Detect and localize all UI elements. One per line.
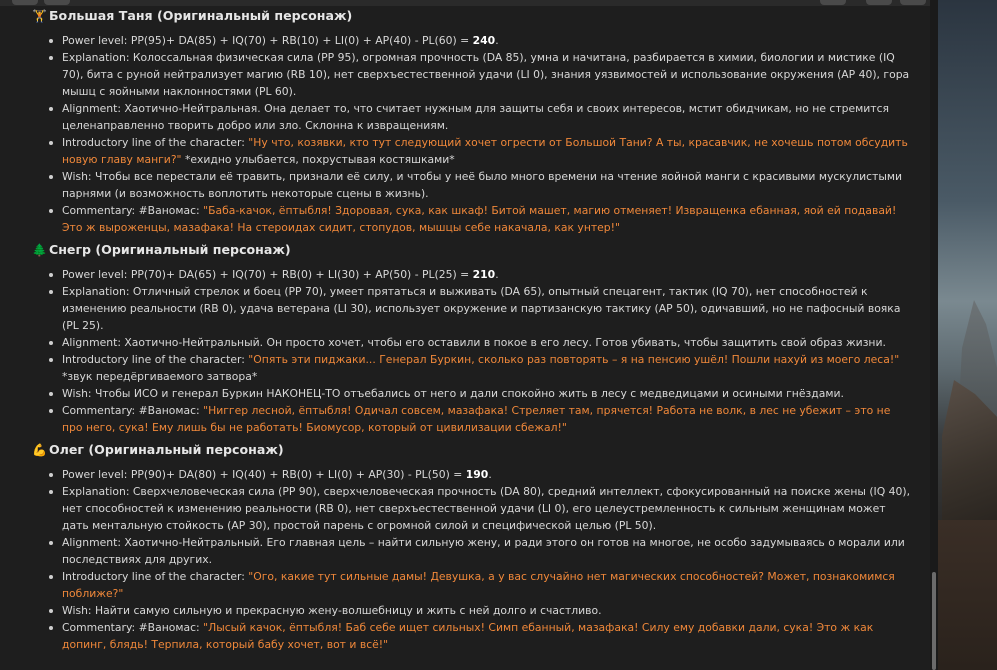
power-level: Power level: PP(95)+ DA(85) + IQ(70) + RB(10) + LI(0) + AP(40) - PL(60) = 240. <box>62 32 912 49</box>
power-level-total: 210 <box>472 268 496 281</box>
power-level-total: 190 <box>465 468 489 481</box>
scrollbar[interactable] <box>930 0 938 670</box>
weightlifter-icon: 🏋 <box>32 9 47 23</box>
character-title: 💪 Олег (Оригинальный персонаж) <box>32 442 284 457</box>
background-ground <box>938 520 997 670</box>
intro-line: Introductory line of the character: "Ого, какие тут сильные дамы! Девушка, а у вас случайно нет магических способностей? Может, познакомимся поближе?" <box>62 568 912 602</box>
tree-icon: 🌲 <box>32 243 47 257</box>
character-section <box>32 6 912 236</box>
alignment: Alignment: Хаотично-Нейтральный. Его главная цель – найти сильную жену, и ради этого он готов на многое, не особо задумываясь о морали или последствиях для других. <box>62 534 912 568</box>
character-title: 🏋 Большая Таня (Оригинальный персонаж) <box>32 8 353 23</box>
intro-action: *ехидно улыбается, похрустывая костяшками* <box>181 153 455 166</box>
power-level-total: 240 <box>472 34 496 47</box>
tab-stub[interactable] <box>820 0 846 5</box>
flexed-biceps-icon: 💪 <box>32 443 47 457</box>
character-props <box>32 32 912 236</box>
message-body <box>32 6 912 653</box>
explanation: Explanation: Отличный стрелок и боец (PP 70), умеет прятаться и выживать (DA 65), опытный спецагент, тактик (IQ 70), нет способностей к изменению реальности (RB 0), удача ветерана (LI 30), использует окружение и партизанскую тактику (AP 50), одичавший, но не пафосный вояка (PL 25). <box>62 283 912 334</box>
character-props <box>32 466 912 653</box>
tab-stub[interactable] <box>900 0 926 5</box>
power-level: Power level: PP(70)+ DA(65) + IQ(70) + RB(0) + LI(30) + AP(50) - PL(25) = 210. <box>62 266 912 283</box>
commentary: Commentary: #Ваномас: "Ниггер лесной, ёптыбля! Одичал совсем, мазафака! Стреляет там, прячется! Работа не волк, в лес не убежит – это не про него, сука! Ему лишь бы не работать! Биомусор, который от цивилизации сбежал!" <box>62 402 912 436</box>
commentary: Commentary: #Ваномас: "Баба-качок, ёптыбля! Здоровая, сука, как шкаф! Битой машет, магию отменяет! Извращенка ебанная, яой ей подавай! Это ж выроженцы, мазафака! На стероидах сидит, стопудов, мышцы себе накачала, как унтер!" <box>62 202 912 236</box>
commentary-quote: "Ниггер лесной, ёптыбля! Одичал совсем, мазафака! Стреляет там, прячется! Работа не волк, в лес не убежит – это не про него, сука! Ему лишь бы не работать! Биомусор, который от цивилизации сбежал!" <box>62 404 891 434</box>
intro-quote: "Ого, какие тут сильные дамы! Девушка, а у вас случайно нет магических способностей? Может, познакомимся поближе?" <box>62 570 895 600</box>
alignment: Alignment: Хаотично-Нейтральная. Она делает то, что считает нужным для защиты себя и своих интересов, мстит обидчикам, но не стремится целенаправленно творить добро или зло. Склонна к извращениям. <box>62 100 912 134</box>
commentary-quote: "Лысый качок, ёптыбля! Баб себе ищет сильных! Симп ебанный, мазафака! Силу ему добавки дали, сука! Это ж как допинг, блядь! Терпила, который бабу хочет, вот и всё!" <box>62 621 874 651</box>
explanation: Explanation: Колоссальная физическая сила (PP 95), огромная прочность (DA 85), умна и начитана, разбирается в химии, биологии и мистике (IQ 70), бита с руной нейтрализует магию (RB 10), нет сверхъестественной удачи (LI 0), знания уязвимостей и использование окружения (AP 40), гора мышц с яойными наклонностями (PL 60). <box>62 49 912 100</box>
intro-quote: "Ну что, козявки, кто тут следующий хочет огрести от Большой Тани? А ты, красавчик, не хочешь потом обсудить новую главу манги?" <box>62 136 908 166</box>
commentary: Commentary: #Ваномас: "Лысый качок, ёптыбля! Баб себе ищет сильных! Симп ебанный, мазафака! Силу ему добавки дали, сука! Это ж как допинг, блядь! Терпила, который бабу хочет, вот и всё!" <box>62 619 912 653</box>
intro-quote: "Опять эти пиджаки... Генерал Буркин, сколько раз повторять – я на пенсию ушёл! Пошли нахуй из моего леса!" <box>248 353 900 366</box>
commentary-quote: "Баба-качок, ёптыбля! Здоровая, сука, как шкаф! Битой машет, магию отменяет! Извращенка ебанная, яой ей подавай! Это ж выроженцы, мазафака! На стероидах сидит, стопудов, мышцы себе накачала, как унтер!" <box>62 204 897 234</box>
character-title: 🌲 Снегр (Оригинальный персонаж) <box>32 242 291 257</box>
tab-stub[interactable] <box>866 0 892 5</box>
character-props <box>32 266 912 436</box>
tab-stub[interactable] <box>12 0 38 5</box>
power-level: Power level: PP(90)+ DA(80) + IQ(40) + RB(0) + LI(0) + AP(30) - PL(50) = 190. <box>62 466 912 483</box>
wish: Wish: Найти самую сильную и прекрасную жену-волшебницу и жить с ней долго и счастливо. <box>62 602 912 619</box>
explanation: Explanation: Сверхчеловеческая сила (PP 90), сверхчеловеческая прочность (DA 80), средний интеллект, сфокусированный на поиске жены (IQ 40), нет способностей к изменению реальности (RB 0), нет сверхъестественной удачи (LI 0), его целеустремленность к сильным женщинам может дать ментальную стойкость (AP 30), простой парень с огромной силой и специфической целью (PL 50). <box>62 485 911 532</box>
alignment: Alignment: Хаотично-Нейтральный. Он просто хочет, чтобы его оставили в покое в его лесу. Готов убивать, чтобы защитить свой образ жизни. <box>62 334 912 351</box>
intro-line: Introductory line of the character: "Ну что, козявки, кто тут следующий хочет огрести от Большой Тани? А ты, красавчик, не хочешь потом обсудить новую главу манги?" *ехидно улыбается, похрустывая костяшками* <box>62 134 912 168</box>
scrollbar-thumb[interactable] <box>932 572 936 670</box>
wish: Wish: Чтобы ИСО и генерал Буркин НАКОНЕЦ-ТО отъебались от него и дали спокойно жить в лесу с медведицами и осиными гнёздами. <box>62 385 912 402</box>
tab-stub[interactable] <box>44 0 70 5</box>
intro-line: Introductory line of the character: "Опять эти пиджаки... Генерал Буркин, сколько раз повторять – я на пенсию ушёл! Пошли нахуй из моего леса!" *звук передёргиваемого затвора* <box>62 351 912 385</box>
top-tab-strip <box>0 0 997 6</box>
intro-action: *звук передёргиваемого затвора* <box>62 370 258 383</box>
background-landscape <box>938 0 997 670</box>
wish: Wish: Чтобы все перестали её травить, признали её силу, и чтобы у неё было много времени на чтение яойной манги с красивыми мускулистыми парнями (и возможность воплотить некоторые сцены в жизнь). <box>62 168 912 202</box>
character-section <box>32 440 912 653</box>
character-section <box>32 240 912 436</box>
